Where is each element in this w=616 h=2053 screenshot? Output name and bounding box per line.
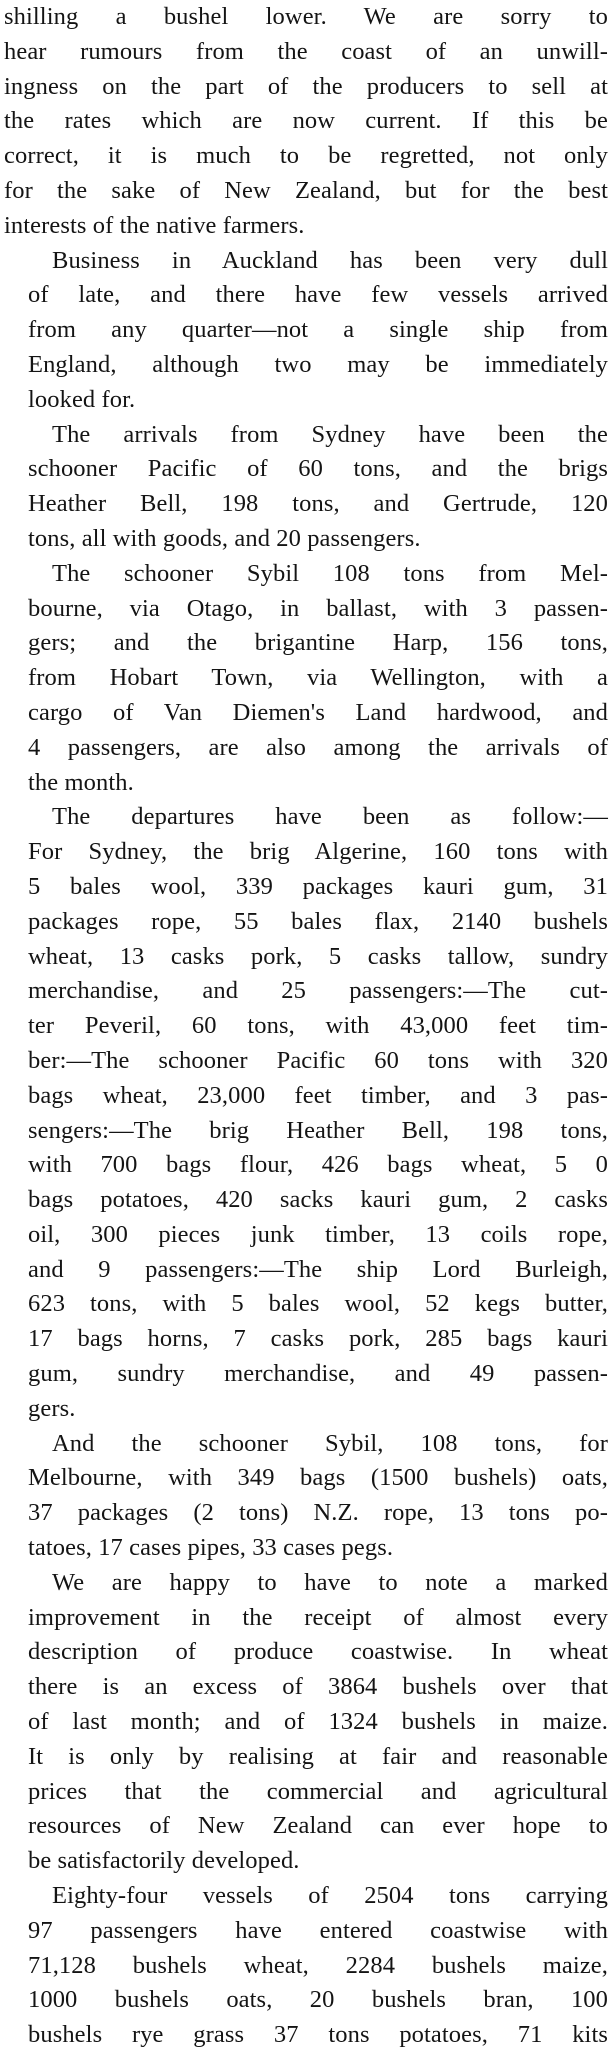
text-line: It is only by realising at fair and reasonable [28,1742,608,1770]
text-line: 623 tons, with 5 bales wool, 52 kegs butter, [28,1290,608,1318]
text-line: 37 packages (2 tons) N.Z. rope, 13 tons po- [28,1499,608,1527]
text-line: ber:—The schooner Pacific 60 tons with 320 [28,1046,608,1074]
text-line: Melbourne, with 349 bags (1500 bushels) oats, [28,1464,608,1492]
text-line: hear rumours from the coast of an unwill- [4,37,608,65]
paragraph-produce-coastwise [4,1566,608,1879]
text-line: with 700 bags flour, 426 bags wheat, 5 0 [28,1151,608,1179]
text-line: packages rope, 55 bales flax, 2140 bushels [28,907,608,935]
text-line: 71,128 bushels wheat, 2284 bushels maize, [28,1951,608,1979]
text-line: wheat, 13 casks pork, 5 casks tallow, sundry [28,942,608,970]
text-line: resources of New Zealand can ever hope to [28,1812,608,1840]
text-line: 97 passengers have entered coastwise with [28,1916,608,1944]
text-line: gers. [28,1394,76,1422]
text-line: 1000 bushels oats, 20 bushels bran, 100 [28,1986,608,2014]
text-line: Eighty-four vessels of 2504 tons carrying [52,1882,608,1910]
text-line: of late, and there have few vessels arrived [28,281,608,309]
text-line: bags wheat, 23,000 feet timber, and 3 pas- [28,1081,608,1109]
text-line: schooner Pacific of 60 tons, and the brigs [28,455,608,483]
text-line: looked for. [28,385,136,413]
text-line: shilling a bushel lower. We are sorry to [4,3,608,30]
text-line: Heather Bell, 198 tons, and Gertrude, 120 [28,490,608,518]
text-line: the month. [28,768,134,796]
text-line: sengers:—The brig Heather Bell, 198 tons, [28,1116,608,1144]
text-line: 17 bags horns, 7 casks pork, 285 bags kauri [28,1325,608,1353]
paragraph-sybil-melbourne [4,1427,608,1566]
text-line: 5 bales wool, 339 packages kauri gum, 31 [28,872,608,900]
text-line: from any quarter—not a single ship from [28,316,608,344]
text-line: cargo of Van Diemen's Land hardwood, and [28,698,608,726]
text-line: and 9 passengers:—The ship Lord Burleigh, [28,1255,608,1283]
text-line: 4 passengers, are also among the arrivals of [28,733,608,761]
text-line: the rates which are now current. If this be [4,107,608,135]
text-line: Business in Auckland has been very dull [52,246,608,274]
text-line: prices that the commercial and agricultural [28,1777,608,1805]
text-line: correct, it is much to be regretted, not only [4,142,608,170]
text-line: interests of the native farmers. [4,211,305,239]
text-line: description of produce coastwise. In wheat [28,1638,608,1666]
paragraph-departures [4,800,608,1426]
text-line: oil, 300 pieces junk timber, 13 coils rope, [28,1220,608,1248]
text-line: gum, sundry merchandise, and 49 passen- [28,1360,608,1388]
text-line: bags potatoes, 420 sacks kauri gum, 2 casks [28,1186,608,1214]
text-line: from Hobart Town, via Wellington, with a [28,664,608,692]
text-line: ingness on the part of the producers to sell at [4,72,608,100]
text-line: And the schooner Sybil, 108 tons, for [52,1429,608,1457]
text-line: improvement in the receipt of almost every [28,1603,608,1631]
text-line: tatoes, 17 cases pipes, 33 cases pegs. [28,1534,394,1562]
text-line: of last month; and of 1324 bushels in maize. [28,1708,608,1736]
text-line: be satisfactorily developed. [28,1847,300,1875]
text-line: tons, all with goods, and 20 passengers. [28,524,421,552]
text-line: bushels rye grass 37 tons potatoes, 71 kits [28,2021,608,2049]
text-line: for the sake of New Zealand, but for the best [4,176,608,204]
text-line: For Sydney, the brig Algerine, 160 tons with [28,838,608,866]
text-line: merchandise, and 25 passengers:—The cut- [28,977,608,1005]
paragraph-sybil-harp [4,557,608,801]
paragraph-arrivals-sydney [4,418,608,557]
text-line: gers; and the brigantine Harp, 156 tons, [28,629,608,657]
text-line: The departures have been as follow:— [52,803,608,831]
text-line: England, although two may be immediately [28,350,608,378]
text-line: bourne, via Otago, in ballast, with 3 passen- [28,594,608,622]
text-line: ter Peveril, 60 tons, with 43,000 feet tim- [28,1012,608,1040]
paragraph-business-auckland [4,244,608,418]
paragraph-vessels-coastwise [4,1879,608,2053]
paragraph-produce-rates [4,0,608,244]
text-line: there is an excess of 3864 bushels over that [28,1673,608,1701]
text-line: We are happy to have to note a marked [52,1568,608,1596]
text-line: The schooner Sybil 108 tons from Mel- [52,559,608,587]
text-line: The arrivals from Sydney have been the [52,420,608,448]
